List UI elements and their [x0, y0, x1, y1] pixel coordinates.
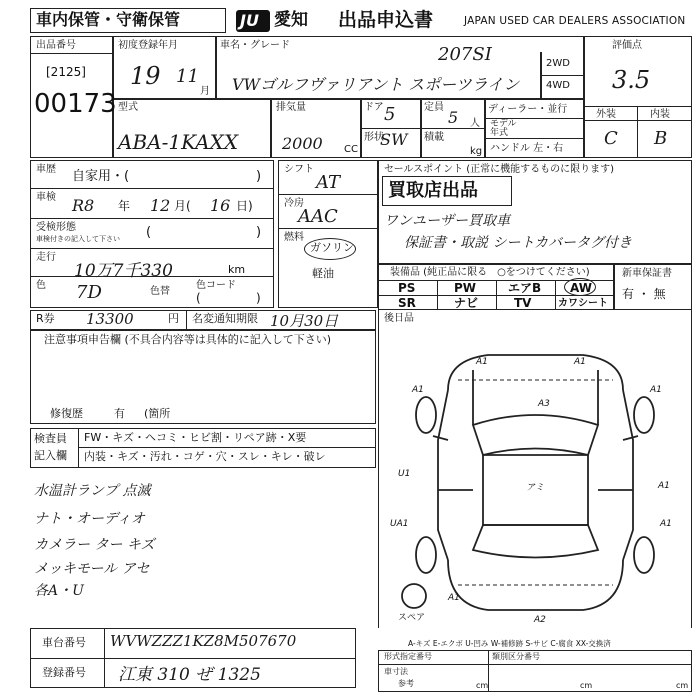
mark-a1-right-front: A1	[650, 385, 662, 395]
received-open: (	[146, 225, 152, 240]
drive-4wd: 4WD	[546, 80, 570, 91]
equipment-label: 装備品 (純正品に限る ○をつけてください)	[390, 267, 590, 278]
recycle-label: R券	[36, 312, 55, 325]
aircon-value: AAC	[298, 206, 338, 227]
received-close: )	[256, 225, 262, 240]
mirror-left	[433, 436, 448, 440]
history-value: 自家用・(	[72, 169, 130, 184]
form-title: 出品申込書	[338, 9, 434, 31]
inspector-label2: 記入欄	[34, 449, 67, 462]
doors-value: 5	[384, 104, 396, 125]
org-name-en: JAPAN USED CAR DEALERS ASSOCIATION	[464, 15, 686, 27]
load-label: 積載	[424, 132, 444, 143]
mark-a1-front-left: A1	[476, 357, 488, 367]
repair-paren: (箇所	[144, 407, 171, 420]
type-value: ABA-1KAXX	[118, 130, 239, 154]
exterior-label: 外装	[596, 109, 616, 120]
sales-line1: ワンユーザー買取車	[384, 213, 510, 229]
capacity-unit: 人	[470, 118, 480, 129]
mark-u1-left: U1	[398, 469, 411, 479]
mark-a1-rear-left: A1	[448, 593, 460, 603]
sales-line2: 保証書・取説 シートカバータグ付き	[404, 235, 633, 251]
equip-tv: TV	[514, 296, 532, 310]
model-line2: VWゴルフヴァリアント スポーツライン	[232, 75, 520, 94]
remark-1: 水温計ランプ 点滅	[34, 483, 151, 499]
rear-window	[473, 525, 598, 558]
mark-a1-left-front: A1	[412, 385, 424, 395]
stamp-text: 買取店出品	[388, 180, 478, 201]
first-reg-month: 11	[176, 66, 199, 87]
disp-label: 排気量	[276, 102, 306, 113]
mark-a1-front-right: A1	[574, 357, 586, 367]
color-code-label: 色コード	[196, 280, 236, 291]
dealer-label: ディーラー・並行	[488, 104, 568, 115]
interior-label: 内装	[650, 109, 670, 120]
repair-value: 有	[114, 407, 125, 420]
damage-legend: A-キズ E-エクボ U-凹み W-補修跡 S-サビ C-腐食 XX-交換済	[408, 639, 611, 648]
plate-label: 登録番号	[42, 666, 86, 679]
storage-note: 車内保管・守衛保管	[36, 10, 181, 29]
exterior-value: C	[604, 128, 618, 149]
fuel-label: 燃料	[284, 232, 304, 243]
color-code-open: (	[196, 291, 201, 305]
mark-ami-roof: アミ	[526, 483, 545, 493]
shift-value: AT	[316, 172, 341, 193]
first-reg-year: 19	[130, 62, 161, 90]
history-close: )	[256, 169, 262, 184]
cm-1: cm	[476, 681, 489, 690]
remark-2: ナト・オーディオ	[34, 511, 145, 527]
lot-label: 出品番号	[36, 40, 76, 51]
mileage-label: 走行	[36, 252, 56, 263]
inspection-day-unit: 日)	[236, 199, 253, 213]
model-year-label1: モデル	[490, 119, 517, 129]
shape-label: 形状	[364, 132, 384, 143]
tax-value: 10月30日	[270, 312, 339, 330]
first-reg-unit: 月	[200, 86, 210, 97]
recycle-value: 13300	[86, 310, 134, 328]
handle-label: ハンドル 左・右	[490, 143, 564, 154]
dims-label: 車寸法	[384, 667, 408, 676]
equip-sr: SR	[398, 296, 416, 310]
inspection-day: 16	[210, 196, 231, 215]
inspector-label1: 検査員	[34, 432, 67, 445]
interior-value: B	[654, 128, 668, 149]
warranty-value: 有 ・ 無	[622, 287, 666, 301]
inspector-row2: 内装・キズ・汚れ・コゲ・穴・スレ・キレ・破レ	[84, 450, 326, 463]
spare-wheel	[402, 584, 426, 608]
capacity-value: 5	[448, 108, 459, 127]
mirror-right	[623, 436, 638, 440]
first-reg-label: 初度登録年月	[118, 40, 178, 51]
windshield	[473, 415, 598, 455]
type-label: 型式	[118, 102, 138, 113]
received-label: 受検形態	[36, 222, 76, 233]
repair-label: 修復歴	[50, 407, 83, 420]
ju-logo: JU	[236, 10, 270, 32]
mark-ua1-left: UA1	[390, 519, 409, 529]
equip-ps: PS	[398, 281, 416, 295]
inspection-month-unit: 月(	[174, 199, 191, 213]
mark-a2-rear: A2	[534, 615, 546, 625]
received-sub: 車検付きの記入して下さい	[36, 235, 120, 243]
spare-label: スペア	[398, 613, 426, 623]
plate-value: 江東 310 ぜ 1325	[118, 665, 261, 685]
cls-no-label: 類別区分番号	[492, 652, 540, 661]
car-front-outline	[448, 355, 623, 390]
inspection-label: 車検	[36, 192, 56, 203]
wheel-rear-left	[416, 537, 436, 573]
chassis-value: WVWZZZ1KZ8M507670	[110, 632, 297, 650]
mark-a1-right-rear: A1	[660, 519, 672, 529]
grade-value: 3.5	[612, 66, 651, 94]
cm-2: cm	[580, 681, 593, 690]
aircon-label: 冷房	[284, 198, 304, 209]
warranty-label: 新車保証書	[622, 268, 672, 279]
color-value: 7D	[76, 282, 102, 303]
doors-label: ドア	[364, 102, 384, 113]
car-right-side	[623, 390, 633, 560]
mileage-value: 10万7千330	[74, 261, 173, 281]
equip-leather: カワシート	[558, 298, 608, 309]
grade-label: 評価点	[612, 40, 642, 51]
equip-aw: AW	[570, 281, 592, 295]
inspection-year-unit: 年	[118, 199, 131, 213]
sales-point-label: セールスポイント (正常に機能するものに限ります)	[384, 164, 615, 175]
type-no-label: 形式指定番号	[384, 652, 432, 661]
shape-value: SW	[380, 130, 408, 149]
wheel-front-right	[634, 397, 654, 433]
disp-value: 2000	[282, 134, 323, 153]
notes-label: 注意事項申告欄 (不具合内容等は具体的に記入して下さい)	[44, 333, 332, 346]
equip-navi: ナビ	[454, 296, 479, 310]
mileage-unit: km	[228, 263, 246, 276]
lot-sub: [2125]	[46, 65, 86, 79]
fuel-diesel: 軽油	[312, 267, 334, 280]
chassis-label: 車台番号	[42, 636, 86, 649]
lot-number: 00173	[34, 89, 117, 119]
org-name: 愛知	[274, 10, 308, 30]
fuel-gasoline: ガソリン	[310, 241, 354, 254]
mark-a1-right-mid: A1	[658, 481, 670, 491]
inspection-month: 12	[150, 196, 171, 215]
car-left-side	[438, 390, 448, 560]
shift-label: シフト	[284, 164, 314, 175]
wheel-front-left	[416, 397, 436, 433]
model-line1: 207SI	[438, 44, 492, 65]
ref-label: 参考	[398, 679, 414, 688]
cm-3: cm	[676, 681, 689, 690]
load-unit: kg	[470, 146, 483, 157]
equip-airbag: エアB	[508, 281, 542, 295]
wheel-rear-right	[634, 537, 654, 573]
color-label: 色	[36, 280, 46, 291]
equip-pw: PW	[454, 281, 477, 295]
model-label: 車名・グレード	[220, 40, 290, 51]
remark-3: カメラー ター キズ	[34, 537, 155, 553]
remark-5: 各A・U	[34, 583, 84, 599]
remark-4: メッキモール アセ	[34, 561, 150, 577]
tax-label: 名変通知期限	[192, 312, 258, 325]
color-change-label: 色替	[150, 286, 170, 297]
disp-unit: CC	[344, 144, 358, 155]
car-damage-diagram	[378, 330, 692, 630]
inspector-row1: FW・キズ・ヘコミ・ヒビ割・リペア跡・X要	[84, 431, 307, 444]
capacity-label: 定員	[424, 102, 444, 113]
inspection-era: R8	[72, 196, 95, 215]
later-docs-label: 後日品	[384, 313, 414, 324]
aw-circle	[564, 278, 596, 296]
color-code-close: )	[256, 291, 261, 305]
mark-a3: A3	[538, 399, 550, 409]
history-label: 車歴	[36, 164, 56, 175]
model-year-label2: 年式	[490, 128, 509, 138]
drive-2wd: 2WD	[546, 58, 570, 69]
recycle-unit: 円	[168, 312, 179, 325]
